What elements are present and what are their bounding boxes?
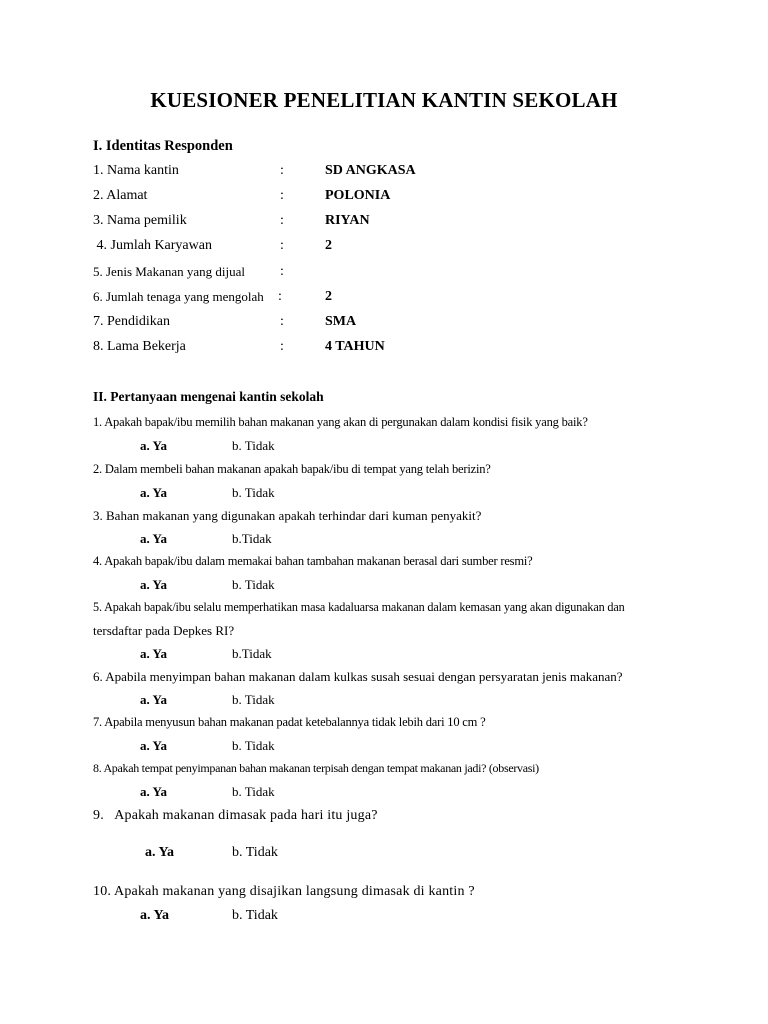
identity-label-jenis-makanan: 5. Jenis Makanan yang dijual: [93, 264, 245, 279]
question-10-option-b: b. Tidak: [232, 908, 278, 923]
identity-colon: :: [280, 238, 284, 253]
identity-colon: :: [280, 188, 284, 203]
identity-label-jumlah-karyawan: 4. Jumlah Karyawan: [93, 238, 212, 253]
section1-heading: I. Identitas Responden: [93, 138, 233, 154]
question-2: 2. Dalam membeli bahan makanan apakah bapak/ibu di tempat yang telah berizin?: [93, 462, 491, 476]
identity-label-lama-bekerja: 8. Lama Bekerja: [93, 339, 186, 354]
document-title: KUESIONER PENELITIAN KANTIN SEKOLAH: [150, 88, 618, 112]
identity-label-nama-kantin: 1. Nama kantin: [93, 163, 179, 178]
question-9: 9. Apakah makanan dimasak pada hari itu juga?: [93, 808, 378, 823]
question-6-option-a: a. Ya: [140, 692, 167, 707]
identity-value-nama-pemilik: RIYAN: [325, 213, 370, 228]
identity-value-nama-kantin: SD ANGKASA: [325, 163, 416, 178]
question-5-option-b: b.Tidak: [232, 646, 272, 661]
question-3-option-a: a. Ya: [140, 531, 167, 546]
question-3: 3. Bahan makanan yang digunakan apakah terhindar dari kuman penyakit?: [93, 508, 482, 523]
question-9-option-a: a. Ya: [145, 845, 175, 860]
question-8-option-b: b. Tidak: [232, 784, 275, 799]
question-10: 10. Apakah makanan yang disajikan langsung dimasak di kantin ?: [93, 884, 475, 899]
question-7-option-a: a. Ya: [140, 738, 167, 753]
question-3-option-b: b.Tidak: [232, 531, 272, 546]
question-1: 1. Apakah bapak/ibu memilih bahan makanan yang akan di pergunakan dalam kondisi fisik yang baik?: [93, 415, 588, 429]
question-5-continued: tersdaftar pada Depkes RI?: [93, 623, 235, 638]
question-1-option-a: a. Ya: [140, 438, 167, 453]
question-7: 7. Apabila menyusun bahan makanan padat ketebalannya tidak lebih dari 10 cm ?: [93, 715, 486, 729]
question-9-option-b: b. Tidak: [232, 845, 278, 860]
identity-value-pendidikan: SMA: [325, 314, 357, 329]
question-2-option-a: a. Ya: [140, 485, 167, 500]
question-5: 5. Apakah bapak/ibu selalu memperhatikan masa kadaluarsa makanan dalam kemasan yang akan digunakan dan: [93, 600, 625, 614]
question-10-option-a: a. Ya: [140, 908, 170, 923]
identity-label-pendidikan: 7. Pendidikan: [93, 314, 170, 329]
identity-colon: :: [280, 213, 284, 228]
identity-label-jumlah-tenaga: 6. Jumlah tenaga yang mengolah: [93, 289, 264, 304]
identity-colon: :: [280, 264, 284, 279]
question-4-option-b: b. Tidak: [232, 577, 275, 592]
question-6: 6. Apabila menyimpan bahan makanan dalam kulkas susah sesuai dengan persyaratan jenis makanan?: [93, 669, 623, 684]
question-7-option-b: b. Tidak: [232, 738, 275, 753]
question-8: 8. Apakah tempat penyimpanan bahan makanan terpisah dengan tempat makanan jadi? (observasi): [93, 761, 539, 775]
question-6-option-b: b. Tidak: [232, 692, 275, 707]
identity-label-nama-pemilik: 3. Nama pemilik: [93, 213, 187, 228]
question-4-option-a: a. Ya: [140, 577, 167, 592]
question-1-option-b: b. Tidak: [232, 438, 275, 453]
identity-value-jumlah-karyawan: 2: [325, 238, 332, 253]
section2-heading: II. Pertanyaan mengenai kantin sekolah: [93, 389, 324, 404]
identity-colon: :: [280, 314, 284, 329]
identity-colon: :: [280, 339, 284, 354]
identity-colon: :: [278, 289, 282, 304]
question-2-option-b: b. Tidak: [232, 485, 275, 500]
identity-label-alamat: 2. Alamat: [93, 188, 148, 203]
identity-value-jumlah-tenaga: 2: [325, 289, 332, 304]
question-8-option-a: a. Ya: [140, 784, 167, 799]
identity-value-lama-bekerja: 4 TAHUN: [325, 339, 385, 354]
identity-colon: :: [280, 163, 284, 178]
question-5-option-a: a. Ya: [140, 646, 167, 661]
question-4: 4. Apakah bapak/ibu dalam memakai bahan tambahan makanan berasal dari sumber resmi?: [93, 554, 533, 568]
identity-value-alamat: POLONIA: [325, 188, 391, 203]
